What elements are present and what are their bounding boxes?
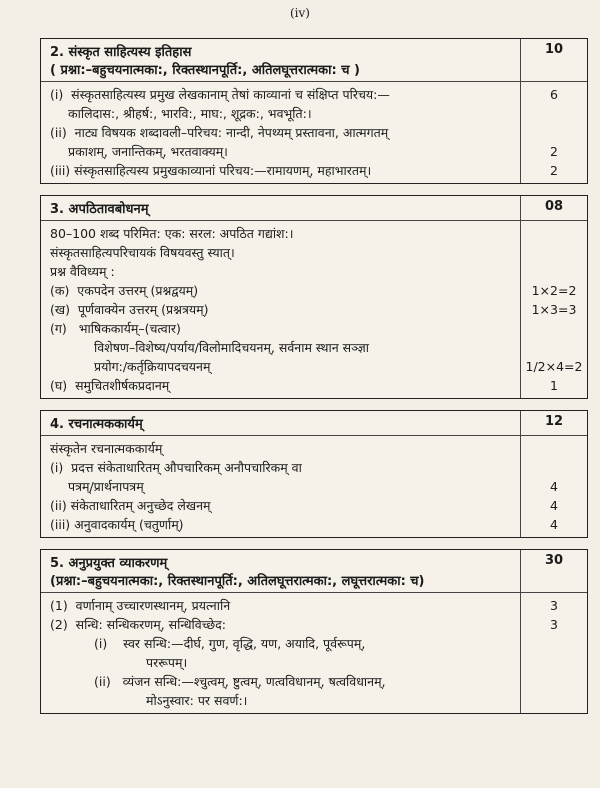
section-2 [40, 38, 588, 184]
line-marks [521, 224, 587, 243]
section-body [41, 221, 587, 398]
syllabus-line: प्रकाशम्, जनान्तिकम्, भरतवाक्यम्। [68, 144, 228, 159]
section-title: 5. अनुप्रयुक्त व्याकरणम् (प्रश्ना:–बहुचयनात्मका:, रिक्तस्थानपूर्ति:, अतिलघूत्तरात्मका:, लघूत्तरात्मका: च) [41, 550, 521, 592]
syllabus-line: (1) वर्णानाम् उच्चारणस्थानम्, प्रयत्नानि [50, 598, 231, 613]
line-marks [521, 439, 587, 458]
syllabus-line: कालिदास:, श्रीहर्ष:, भारवि:, माघ:, शूद्रक:, भवभूति:। [68, 106, 312, 121]
line-marks: 3 [550, 617, 558, 632]
line-marks: 3 [550, 598, 558, 613]
line-marks: 1/2×4=2 [525, 359, 583, 374]
line-marks [521, 653, 587, 672]
syllabus-line: (i) प्रदत्त संकेताधारितम् औपचारिकम् अनौपचारिकम् वा [50, 460, 302, 475]
syllabus-line: (ii) संकेताधारितम् अनुच्छेद लेखनम् [50, 498, 211, 513]
line-marks [521, 104, 587, 123]
syllabus-line: मोऽनुस्वार: पर सवर्ण:। [146, 693, 248, 708]
syllabus-line: प्रयोग:/कर्तृक्रियापदचयनम् [94, 359, 211, 374]
syllabus-line: 80–100 शब्द परिमित: एक: सरल: अपठित गद्यांश:। [50, 226, 294, 241]
section-title: 2. संस्कृत साहित्यस्य इतिहास ( प्रश्ना:–बहुचयनात्मका:, रिक्तस्थानपूर्ति:, अतिलघूत्तरात्मका: च ) [41, 39, 521, 81]
line-marks: 1 [550, 378, 558, 393]
line-marks [521, 634, 587, 653]
line-marks [521, 691, 587, 710]
syllabus-line: (2) सन्धि: सन्धिकरणम्, सन्धिविच्छेद: [50, 617, 226, 632]
syllabus-line: (iii) अनुवादकार्यम् (चतुर्णाम्) [50, 517, 184, 532]
line-marks: 1×2=2 [531, 283, 577, 298]
line-marks [521, 262, 587, 281]
syllabus-line: पररूपम्। [146, 655, 188, 670]
syllabus-line: पत्रम्/प्रार्थनापत्रम् [68, 479, 144, 494]
line-marks: 4 [550, 498, 558, 513]
section-subtitle: ( प्रश्ना:–बहुचयनात्मका:, रिक्तस्थानपूर्ति:, अतिलघूत्तरात्मका: च ) [50, 63, 360, 78]
section-marks: 10 [544, 42, 564, 57]
line-marks [521, 672, 587, 691]
syllabus-line: (ii) नाट्य विषयक शब्दावली–परिचय: नान्दी, नेपथ्यम् प्रस्तावना, आत्मगतम् [50, 125, 389, 140]
section-marks: 08 [544, 199, 564, 214]
section-3 [40, 195, 588, 399]
section-5 [40, 549, 588, 714]
line-marks: 4 [550, 479, 558, 494]
section-title: 4. रचनात्मककार्यम् [41, 411, 521, 435]
section-marks: 12 [544, 414, 564, 429]
section-subtitle: (प्रश्ना:–बहुचयनात्मका:, रिक्तस्थानपूर्ति:, अतिलघूत्तरात्मका:, लघूत्तरात्मका: च) [50, 574, 425, 589]
syllabus-line: प्रश्न वैविध्यम् : [50, 264, 115, 279]
syllabus-line: (क) एकपदेन उत्तरम् (प्रश्नद्वयम्) [50, 283, 199, 298]
line-marks [521, 243, 587, 262]
line-marks [521, 338, 587, 357]
syllabus-line: (ii) व्यंजन सन्धि:—श्चुत्वम्, ष्टुत्वम्, णत्वविधानम्, षत्वविधानम्, [94, 674, 386, 689]
section-header [41, 39, 587, 82]
line-marks: 2 [550, 163, 558, 178]
section-marks: 30 [544, 553, 564, 568]
page-number: (iv) [290, 6, 310, 20]
line-marks [521, 458, 587, 477]
syllabus-line: (ग) भाषिककार्यम्–(चत्वार) [50, 321, 181, 336]
syllabus-line: (ख) पूर्णवाक्येन उत्तरम् (प्रश्नत्रयम्) [50, 302, 209, 317]
line-marks [521, 123, 587, 142]
section-body [41, 82, 587, 183]
section-header [41, 411, 587, 436]
section-header [41, 196, 587, 221]
syllabus-line: (घ) समुचितशीर्षकप्रदानम् [50, 378, 170, 393]
syllabus-line: संस्कृतसाहित्यपरिचायकं विषयवस्तु स्यात्। [50, 245, 235, 260]
syllabus-line: (iii) संस्कृतसाहित्यस्य प्रमुखकाव्यानां परिचय:—रामायणम्, महाभारतम्। [50, 163, 372, 178]
section-header [41, 550, 587, 593]
line-marks: 6 [550, 87, 558, 102]
syllabus-line: संस्कृतेन रचनात्मककार्यम् [50, 441, 163, 456]
line-marks: 2 [550, 144, 558, 159]
syllabus-line: विशेषण–विशेष्य/पर्याय/विलोमादिचयनम्, सर्वनाम स्थान सञ्ज्ञा [94, 340, 369, 355]
line-marks [521, 319, 587, 338]
syllabus-line: (i) स्वर सन्धि:—दीर्घ, गुण, वृद्धि, यण, अयादि, पूर्वरूपम्, [94, 636, 366, 651]
section-4 [40, 410, 588, 538]
line-marks: 4 [550, 517, 558, 532]
section-title: 3. अपठितावबोधनम् [41, 196, 521, 220]
section-body [41, 593, 587, 713]
syllabus-table [40, 38, 588, 725]
syllabus-line: (i) संस्कृतसाहित्यस्य प्रमुख लेखकानाम् तेषां काव्यानां च संक्षिप्त परिचय:— [50, 87, 390, 102]
line-marks: 1×3=3 [531, 302, 577, 317]
section-body [41, 436, 587, 537]
